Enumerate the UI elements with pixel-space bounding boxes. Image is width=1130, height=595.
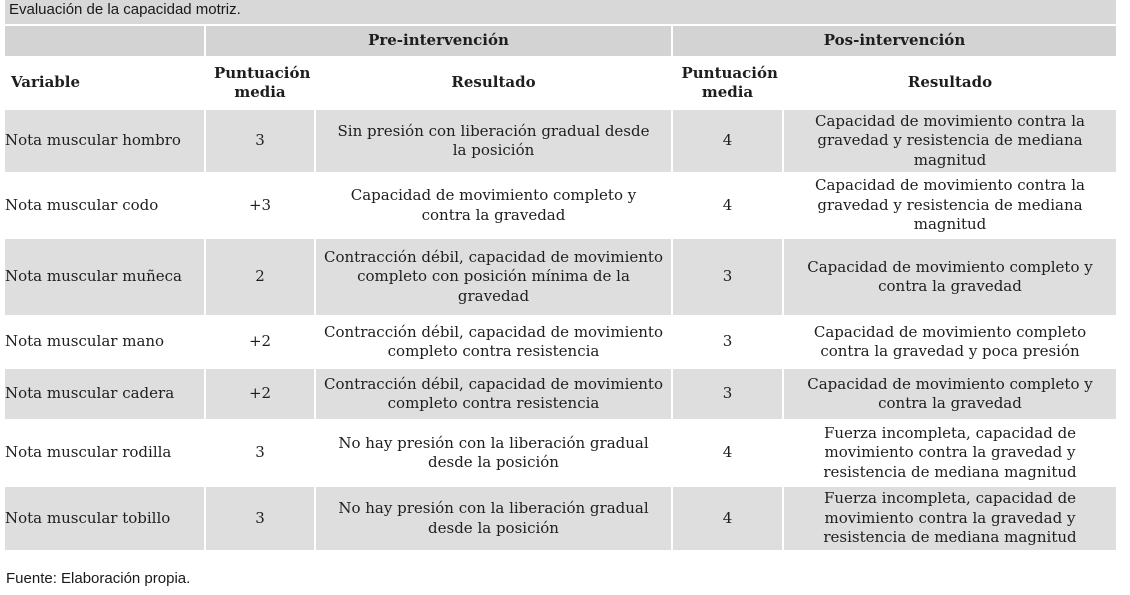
cell-post-score: 4 — [673, 487, 784, 552]
group-header-pre: Pre-intervención — [206, 26, 673, 58]
column-header-variable: Variable — [5, 58, 206, 110]
cell-post-result: Capacidad de movimiento contra la gravedad y resistencia de mediana magnitud — [784, 174, 1116, 239]
table-row — [5, 110, 1116, 174]
cell-post-result: Fuerza incompleta, capacidad de movimiento contra la gravedad y resistencia de mediana magnitud — [784, 487, 1116, 552]
cell-pre-score: 3 — [206, 421, 316, 487]
cell-variable: Nota muscular mano — [5, 317, 206, 369]
group-header-post: Pos-intervención — [673, 26, 1116, 58]
group-header-empty — [5, 26, 206, 58]
cell-pre-result: Sin presión con liberación gradual desde la posición — [316, 110, 673, 174]
cell-pre-score: 3 — [206, 110, 316, 174]
column-header-post-score: Puntuación media — [673, 58, 784, 110]
motor-capacity-table — [5, 26, 1116, 552]
table-row — [5, 369, 1116, 421]
cell-post-score: 4 — [673, 421, 784, 487]
cell-pre-score: +2 — [206, 369, 316, 421]
cell-pre-result: Contracción débil, capacidad de movimiento completo contra resistencia — [316, 317, 673, 369]
cell-post-result: Capacidad de movimiento completo y contra la gravedad — [784, 239, 1116, 317]
table-row — [5, 317, 1116, 369]
cell-post-result: Capacidad de movimiento completo contra la gravedad y poca presión — [784, 317, 1116, 369]
cell-post-score: 4 — [673, 110, 784, 174]
cell-variable: Nota muscular muñeca — [5, 239, 206, 317]
cell-pre-result: No hay presión con la liberación gradual desde la posición — [316, 487, 673, 552]
cell-post-score: 3 — [673, 317, 784, 369]
table-caption: Evaluación de la capacidad motriz. — [5, 0, 1116, 24]
cell-variable: Nota muscular cadera — [5, 369, 206, 421]
cell-post-score: 3 — [673, 239, 784, 317]
cell-post-score: 3 — [673, 369, 784, 421]
cell-variable: Nota muscular rodilla — [5, 421, 206, 487]
cell-pre-result: Contracción débil, capacidad de movimiento completo con posición mínima de la gravedad — [316, 239, 673, 317]
column-header-post-result: Resultado — [784, 58, 1116, 110]
cell-post-result: Capacidad de movimiento completo y contra la gravedad — [784, 369, 1116, 421]
cell-pre-score: 3 — [206, 487, 316, 552]
group-header-row — [5, 26, 1116, 58]
cell-variable: Nota muscular codo — [5, 174, 206, 239]
cell-pre-score: +2 — [206, 317, 316, 369]
column-header-row — [5, 58, 1116, 110]
cell-post-result: Fuerza incompleta, capacidad de movimiento contra la gravedad y resistencia de mediana magnitud — [784, 421, 1116, 487]
column-header-pre-score: Puntuación media — [206, 58, 316, 110]
cell-variable: Nota muscular hombro — [5, 110, 206, 174]
table-row — [5, 487, 1116, 552]
cell-pre-score: 2 — [206, 239, 316, 317]
source-note: Fuente: Elaboración propia. — [6, 570, 191, 587]
column-header-pre-result: Resultado — [316, 58, 673, 110]
cell-pre-score: +3 — [206, 174, 316, 239]
cell-variable: Nota muscular tobillo — [5, 487, 206, 552]
table-row — [5, 174, 1116, 239]
table-row — [5, 421, 1116, 487]
cell-pre-result: Capacidad de movimiento completo y contra la gravedad — [316, 174, 673, 239]
cell-post-result: Capacidad de movimiento contra la gravedad y resistencia de mediana magnitud — [784, 110, 1116, 174]
cell-post-score: 4 — [673, 174, 784, 239]
cell-pre-result: Contracción débil, capacidad de movimiento completo contra resistencia — [316, 369, 673, 421]
table-row — [5, 239, 1116, 317]
cell-pre-result: No hay presión con la liberación gradual desde la posición — [316, 421, 673, 487]
